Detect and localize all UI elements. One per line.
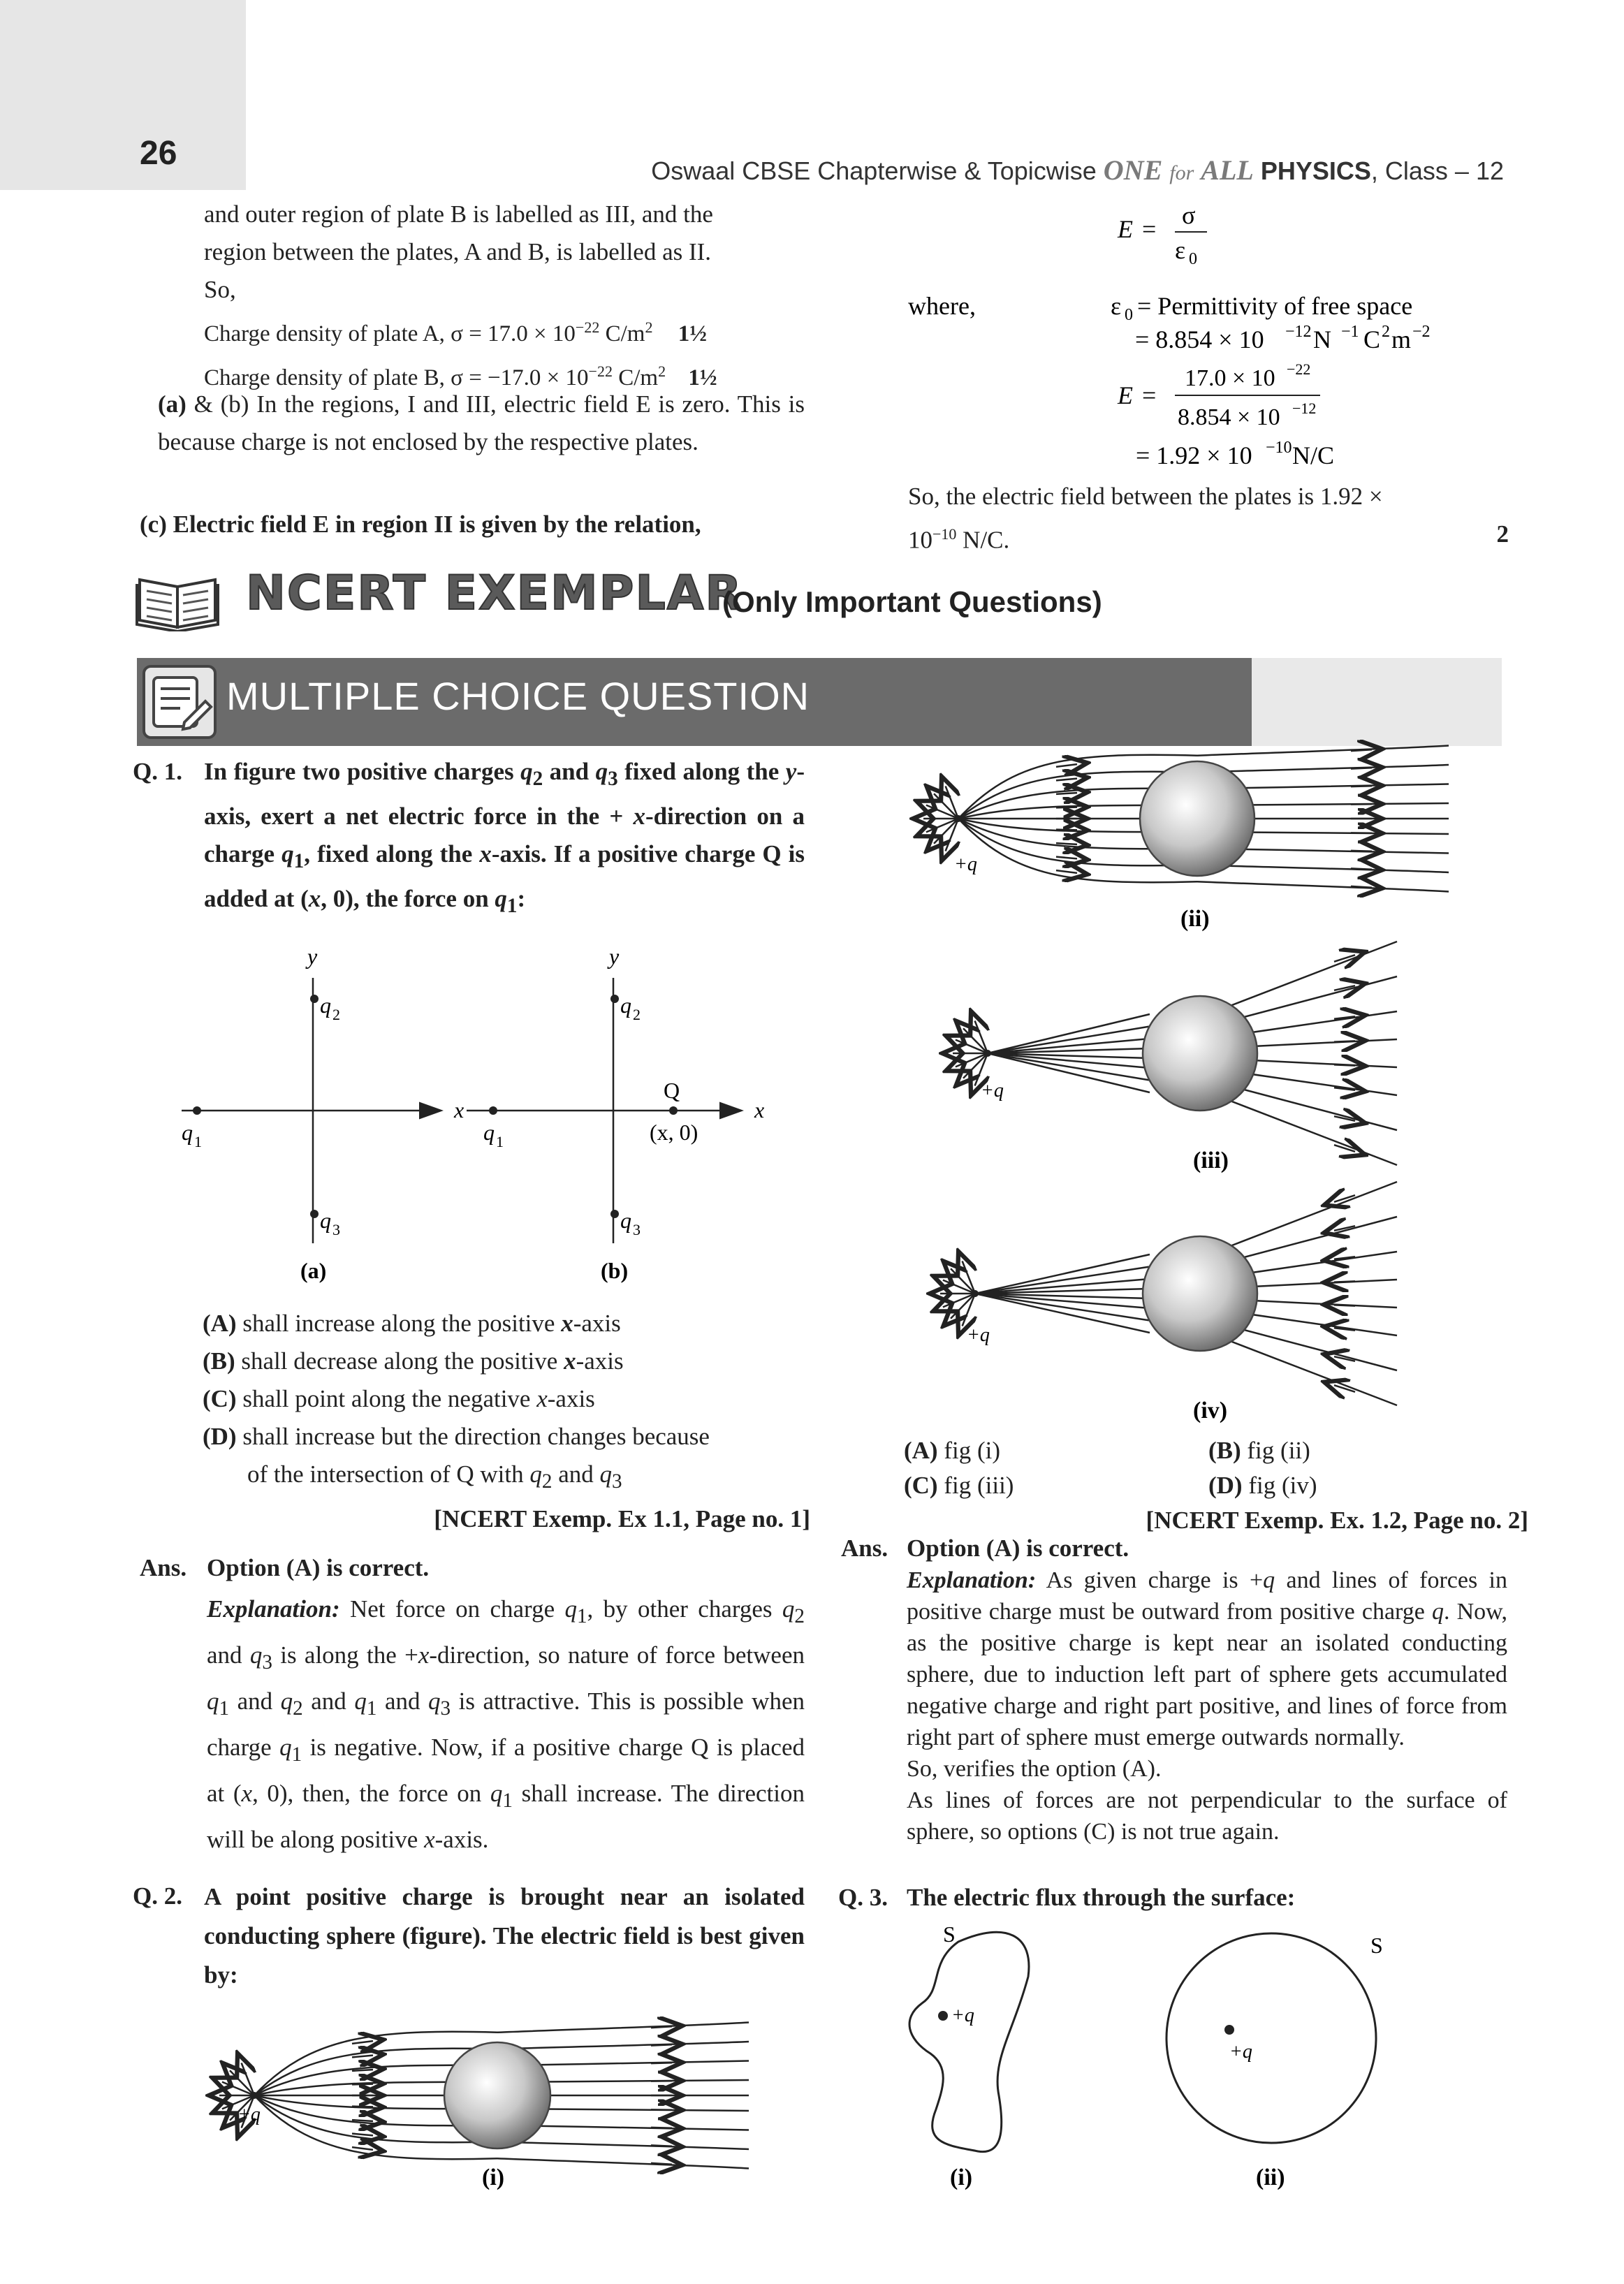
fig-b-q2-sub: 2 bbox=[633, 1006, 641, 1023]
numerator: 17.0 × 10 bbox=[1185, 365, 1275, 391]
q2-fig-i bbox=[219, 2023, 749, 2169]
formula-eps: ε bbox=[1175, 236, 1186, 264]
fig-b-q3: q bbox=[620, 1208, 631, 1233]
unit-C-exp: 2 bbox=[1382, 323, 1390, 341]
fig-b-x-label: x bbox=[754, 1097, 765, 1122]
density-b-line: Charge density of plate B, $\sigma = -17.0 \times 10^{-22}$ $C/m^2$ 1½ bbox=[204, 363, 717, 390]
unit-C: C bbox=[1363, 325, 1381, 353]
q1-explanation: Explanation: Net force on charge $q_1$, by other charges $q_2$ and $q_3$ is along the +x-direction, so nature of force between $q_1$ and $q_2$ and $q_1$ and $q_3$ is attractive. This is possible when charge $q_1$ is negative. Now, if a positive charge Q is placed at (x, 0), then, the force on $q_1$ shall increase. The direction will be along positive x-axis. bbox=[207, 1595, 805, 1853]
q2-fig-iii-charge: +q bbox=[981, 1080, 1004, 1101]
density-a-line: Charge density of plate A, $\sigma = 17.0 \times 10^{-22}$ $C/m^2$ 1½ bbox=[204, 319, 707, 346]
q3-fig-i-S: S bbox=[943, 1921, 956, 1947]
unit-m: m bbox=[1391, 325, 1412, 353]
q1-option-d: (D) shall increase but the direction changes because bbox=[203, 1423, 710, 1450]
point-charge bbox=[955, 815, 962, 822]
q2-fig-iii bbox=[953, 942, 1397, 1165]
unit-N: N bbox=[1313, 325, 1331, 353]
point-charge bbox=[984, 1050, 991, 1057]
q2-option-c: (C) fig (iii) bbox=[904, 1472, 1014, 1499]
denominator: 8.854 × 10 bbox=[1178, 404, 1280, 430]
formula-sigma: σ bbox=[1182, 201, 1196, 229]
conducting-sphere bbox=[444, 2042, 550, 2148]
fig-a-caption: (a) bbox=[300, 1258, 327, 1283]
q2-fig-iv bbox=[940, 1182, 1397, 1405]
fig-a-q2: q bbox=[320, 993, 331, 1018]
fig-a-q1: q bbox=[182, 1120, 193, 1145]
formula-E2: E bbox=[1118, 381, 1133, 409]
eps0-sub: 0 bbox=[1125, 306, 1133, 324]
q2-fig-iv-caption: (iv) bbox=[1193, 1398, 1228, 1423]
q3-fig-ii-charge: +q bbox=[1229, 2041, 1252, 2063]
q2-fig-iv-charge: +q bbox=[967, 1324, 990, 1346]
numerator-exp: −22 bbox=[1287, 360, 1311, 378]
fig-a-q3: q bbox=[320, 1208, 331, 1233]
conducting-sphere bbox=[1143, 996, 1257, 1111]
q2-fig-ii-caption: (ii) bbox=[1180, 906, 1210, 932]
q2-fig-ii bbox=[923, 746, 1449, 892]
section-title: MULTIPLE CHOICE QUESTION bbox=[226, 674, 810, 718]
field-conclusion: So, the electric field between the plates is 1.92 × $10^{-10}$ N/C. 2 bbox=[908, 483, 1509, 554]
conducting-sphere bbox=[1143, 1236, 1257, 1351]
q1-reference: [NCERT Exemp. Ex 1.1, Page no. 1] bbox=[434, 1505, 810, 1532]
result-value: = 1.92 × 10 bbox=[1136, 441, 1252, 469]
q2-fig-i-charge: +q bbox=[237, 2104, 261, 2125]
q3-number: Q. 3. bbox=[838, 1884, 888, 1911]
fig-b-y-label: y bbox=[609, 944, 620, 969]
fig-a-q1-sub: 1 bbox=[194, 1133, 202, 1150]
fig-b-q2: q bbox=[620, 993, 631, 1018]
q1-text: In figure two positive charges $q_2$ and $q_3$ fixed along the y-axis, exert a net electric force in the + x-direction on a charge $q_1$, fixed along the x-axis. If a positive charge Q is added at (x, 0), the force on $q_1$: bbox=[204, 758, 805, 917]
formula-E1: E bbox=[1118, 215, 1133, 243]
point-charge bbox=[972, 1290, 979, 1297]
fig-b-Q-label: Q bbox=[664, 1078, 680, 1103]
result-exp: −10 bbox=[1266, 439, 1292, 457]
q3-fig-ii bbox=[1166, 1933, 1383, 2190]
fig-b-q3-sub: 3 bbox=[633, 1221, 641, 1238]
formula-eps-sub: 0 bbox=[1189, 250, 1197, 268]
q1-options: (A) shall increase along the positive x-axis (B) shall decrease along the positive x-axis (C) shall point along the negative x-axis (D) shall increase but the direction changes because of the intersection of Q with $q_2$ and $q_3$ [NCERT Exemp. Ex 1.1, Page no. 1] bbox=[203, 1305, 810, 1538]
q2-option-d: (D) fig (iv) bbox=[1208, 1472, 1317, 1499]
q1-option-b: (B) shall decrease along the positive x-axis bbox=[203, 1347, 624, 1375]
q2-ans-label: Ans. bbox=[841, 1535, 888, 1562]
q1-number: Q. 1. bbox=[133, 758, 182, 785]
q3-fig-i-charge: +q bbox=[951, 2005, 974, 2026]
q1-option-a: (A) shall increase along the positive x-axis bbox=[203, 1310, 621, 1337]
q3-fig-i-caption: (i) bbox=[950, 2165, 973, 2190]
q2-options bbox=[904, 1433, 1528, 1538]
q2-reference: [NCERT Exemp. Ex. 1.2, Page no. 2] bbox=[1146, 1507, 1528, 1534]
ncert-subtitle: (Only Important Questions) bbox=[722, 585, 1102, 618]
fig-a-y-label: y bbox=[307, 944, 318, 969]
q2-text: A point positive charge is brought near an isolated conducting sphere (figure). The electric field is best given by: bbox=[204, 1883, 805, 1989]
permittivity-exp: −12 bbox=[1285, 323, 1312, 341]
fig-b-q1-sub: 1 bbox=[496, 1133, 504, 1150]
unit-N-exp: −1 bbox=[1341, 323, 1359, 341]
q2-fig-iii-caption: (iii) bbox=[1193, 1148, 1229, 1173]
q1-answer: Option (A) is correct. bbox=[207, 1554, 430, 1581]
fig-a-x-label: x bbox=[454, 1097, 464, 1122]
q2-fig-ii-charge: +q bbox=[954, 854, 977, 875]
q2-answer: Option (A) is correct. bbox=[907, 1535, 1129, 1562]
running-header: Oswaal CBSE Chapterwise & Topicwise ONE for ALL PHYSICS, Class – 12 bbox=[651, 154, 1504, 186]
q2-explanation: Explanation: As given charge is +q and lines of forces in positive charge must be outward from positive charge q. Now, as the positive charge is kept near an isolated conducting sphere, due to induction left part of sphere gets accumulated negative charge and right part positive, and lines of force from right part of sphere must emerge outwards normally. So, verifies the option (A). As lines of forces are not perpendicular to the surface of sphere, so options (C) is not true again. bbox=[907, 1567, 1507, 1845]
ncert-exemplar-title: NCERT EXEMPLAR bbox=[246, 566, 743, 621]
q3-figures bbox=[894, 1914, 1523, 2193]
permittivity-text: = Permittivity of free space bbox=[1137, 292, 1413, 320]
q1-option-c: (C) shall point along the negative x-axis bbox=[203, 1385, 595, 1412]
fig-a-q2-sub: 2 bbox=[332, 1006, 340, 1023]
answer-c: (c) Electric field E in region II is given by the relation, bbox=[140, 511, 701, 538]
q3-fig-ii-caption: (ii) bbox=[1256, 2165, 1285, 2190]
formula-eq1: = bbox=[1142, 215, 1157, 243]
eps0-symbol: ε bbox=[1111, 292, 1122, 320]
unit-m-exp: −2 bbox=[1412, 323, 1431, 341]
fig-a-q3-sub: 3 bbox=[332, 1221, 340, 1238]
q1-ans-label: Ans. bbox=[140, 1554, 187, 1581]
q3-fig-i bbox=[909, 1921, 1029, 2190]
q3-text: The electric flux through the surface: bbox=[907, 1884, 1296, 1911]
denominator-exp: −12 bbox=[1292, 400, 1317, 417]
fig-b-q1: q bbox=[483, 1120, 495, 1145]
continued-answer-left: and outer region of plate B is labelled as III, and the region between the plates, A and B, is labelled as II. So, Charge density of plate A, $\sigma = 17.0 \times 10^{-22}$ $C/m^2$ 1½ Charge density of plate B, $\sigma = -17.0 \times 10^{-22}$ $C/m^2$ 1½ bbox=[204, 196, 805, 397]
conducting-sphere bbox=[1140, 761, 1254, 876]
result-unit: N/C bbox=[1292, 441, 1335, 469]
page-number: 26 bbox=[140, 135, 177, 172]
answer-ab: (a) & (b) In the regions, I and III, electric field E is zero. This is because charge is not enclosed by the respective plates. bbox=[158, 390, 805, 455]
fig-b-Q-pos: (x, 0) bbox=[650, 1120, 698, 1145]
q2-fig-i-caption: (i) bbox=[482, 2165, 505, 2190]
q2-option-a: (A) fig (i) bbox=[904, 1437, 1001, 1464]
fig-b-caption: (b) bbox=[601, 1258, 629, 1283]
point-charge bbox=[251, 2092, 258, 2099]
q2-number: Q. 2. bbox=[133, 1882, 182, 1910]
q2-option-b: (B) fig (ii) bbox=[1208, 1437, 1310, 1464]
q3-fig-ii-S: S bbox=[1370, 1933, 1383, 1958]
permittivity-value: = 8.854 × 10 bbox=[1135, 325, 1264, 353]
formula-eq2: = bbox=[1142, 381, 1157, 409]
where-label: where, bbox=[908, 292, 976, 320]
